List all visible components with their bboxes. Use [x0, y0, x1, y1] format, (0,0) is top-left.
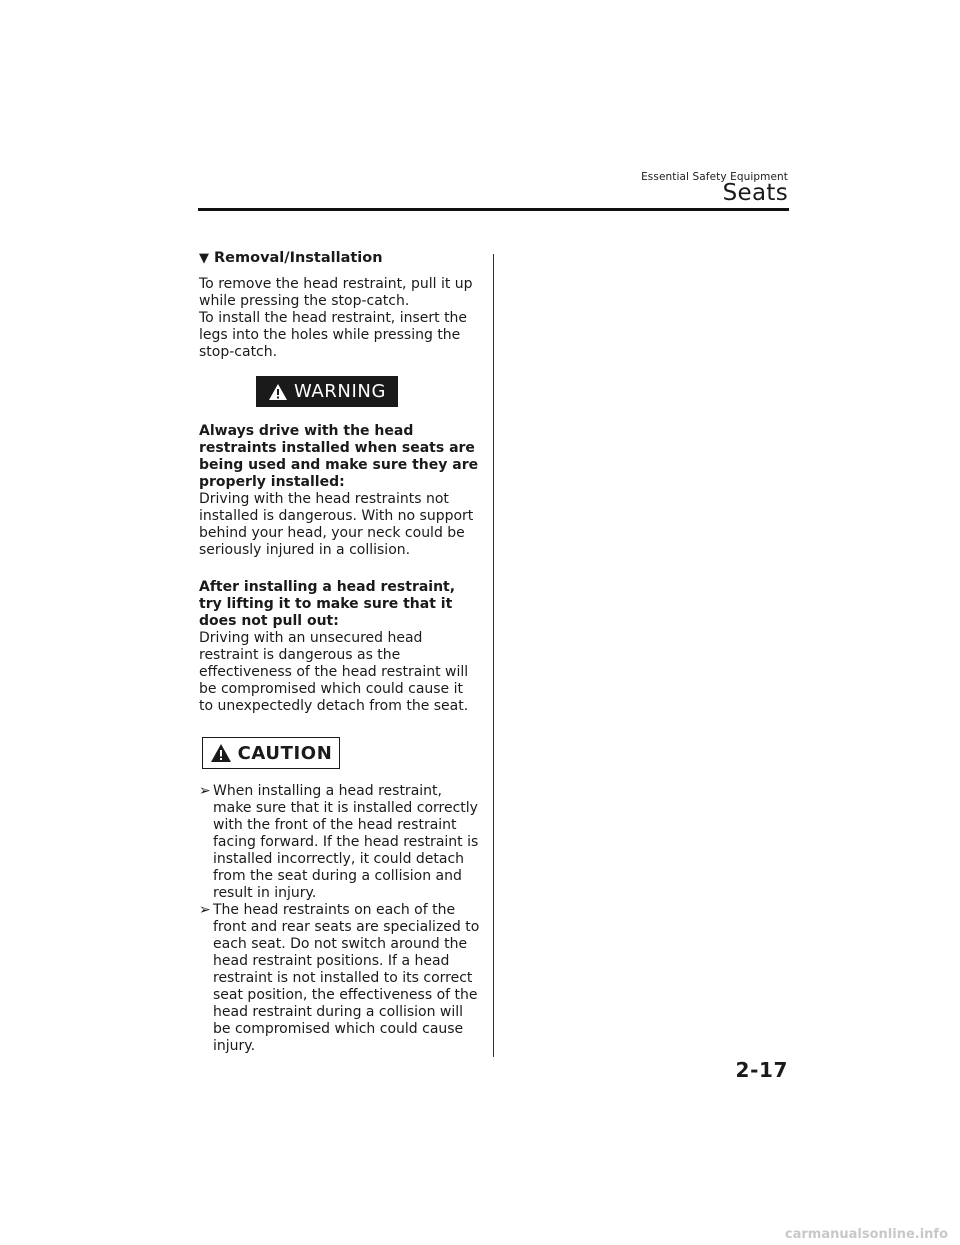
warning-label — [256, 376, 398, 407]
warning-lead: Always drive with the head restraints installed when seats are being used and make sure they are properly installed: — [199, 423, 479, 490]
watermark: carmanualsonline.info — [784, 1227, 948, 1242]
triangle-down-icon: ▼ — [199, 250, 209, 266]
intro-paragraph — [199, 276, 481, 361]
caution-label — [202, 737, 340, 769]
subheading-text: Removal/Installation — [214, 250, 383, 266]
warning-lead: After installing a head restraint, try lifting it to make sure that it does not pull out: — [199, 579, 456, 629]
page-number: 2-17 — [735, 1058, 788, 1082]
caution-triangle-icon — [210, 743, 232, 763]
warning-item — [199, 423, 481, 559]
warning-body: Driving with the head restraints not installed is dangerous. With no support behind your head, your neck could be seriously injured in a collision. — [199, 491, 474, 558]
arrow-bullet-icon: ➢ — [199, 783, 211, 799]
warning-label-text: WARNING — [293, 381, 387, 402]
caution-item — [199, 902, 481, 1055]
subheading — [199, 250, 481, 266]
arrow-bullet-icon: ➢ — [199, 902, 211, 918]
caution-item — [199, 783, 481, 902]
warning-body: Driving with an unsecured head restraint is dangerous as the effectiveness of the head restraint will be compromised which could cause it to unexpectedly detach from the seat. — [199, 630, 469, 714]
warning-item — [199, 579, 481, 715]
left-column — [199, 250, 481, 1055]
caution-item-text: The head restraints on each of the front and rear seats are specialized to each seat. Do not switch around the head restraint positions. If a head restraint is not installed to its correct seat position, the effectiveness of the head restraint during a collision will be compromised which could cause injury. — [213, 902, 480, 1054]
caution-label-text: CAUTION — [237, 742, 333, 764]
page-title: Seats — [722, 180, 788, 206]
caution-list — [199, 783, 481, 1055]
intro-line: To remove the head restraint, pull it up while pressing the stop-catch. — [199, 276, 473, 309]
caution-item-text: When installing a head restraint, make sure that it is installed correctly with the front of the head restraint facing forward. If the head restraint is installed incorrectly, it could detach from the seat during a collision and result in injury. — [213, 783, 479, 901]
intro-line: To install the head restraint, insert the legs into the holes while pressing the stop-catch. — [199, 310, 468, 360]
header-divider — [198, 208, 789, 211]
column-divider — [493, 254, 494, 1057]
warning-triangle-icon — [268, 383, 288, 401]
section-label: Essential Safety Equipment — [641, 171, 788, 183]
